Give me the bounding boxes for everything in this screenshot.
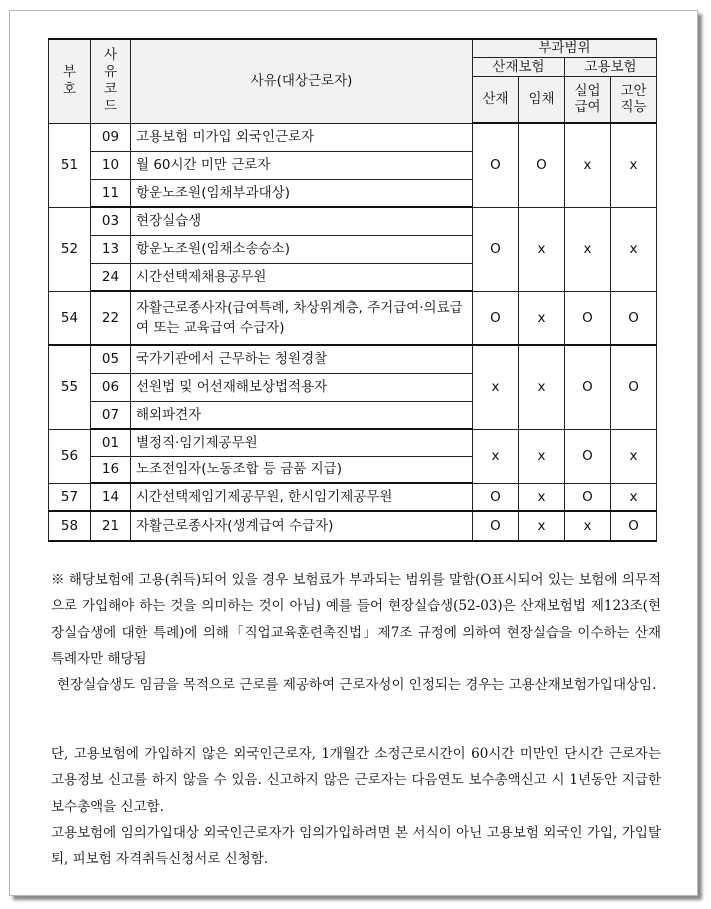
reason-desc: 현장실습생 [131, 207, 473, 235]
table-row [49, 345, 657, 373]
mark-imchae: O [519, 123, 565, 207]
header-code: 사유코드 [91, 39, 131, 123]
mark-sanjae: x [473, 429, 519, 483]
mark-imchae: x [519, 291, 565, 345]
reason-desc: 고용보험 미가입 외국인근로자 [131, 123, 473, 151]
mark-unemployment: O [565, 291, 611, 345]
reason-desc: 시간선택제채용공무원 [131, 263, 473, 291]
header-sanjae: 산재 [473, 76, 519, 123]
group-no: 55 [49, 345, 91, 429]
group-no: 58 [49, 511, 91, 541]
mark-imchae: x [519, 345, 565, 429]
reason-code: 22 [91, 291, 131, 345]
reason-code: 21 [91, 511, 131, 541]
mark-sanjae: x [473, 345, 519, 429]
mark-unemployment: x [565, 511, 611, 541]
reason-desc: 별정직·임기제공무원 [131, 429, 473, 456]
mark-stability: x [611, 429, 657, 483]
reason-code: 11 [91, 179, 131, 207]
group-no: 54 [49, 291, 91, 345]
group-no: 57 [49, 483, 91, 511]
header-imchae: 임채 [519, 76, 565, 123]
mark-stability: x [611, 483, 657, 511]
reason-desc: 항운노조원(임채부과대상) [131, 179, 473, 207]
insurance-scope-table [48, 38, 657, 542]
header-unemployment: 실업 급여 [565, 76, 611, 123]
table-row [49, 429, 657, 456]
mark-imchae: x [519, 511, 565, 541]
reason-code: 01 [91, 429, 131, 456]
mark-sanjae: O [473, 207, 519, 291]
mark-unemployment: O [565, 429, 611, 483]
additional-notes [51, 741, 661, 872]
table-row [49, 291, 657, 345]
mark-sanjae: O [473, 511, 519, 541]
reason-code: 13 [91, 235, 131, 263]
reason-desc: 노조전임자(노동조합 등 금품 지급) [131, 456, 473, 483]
table-body [49, 123, 657, 541]
header-scope: 부과범위 [473, 39, 657, 57]
header-employment-insurance: 고용보험 [565, 57, 657, 76]
header-no: 부호 [49, 39, 91, 123]
reason-desc: 자활근로종사자(생계급여 수급자) [131, 511, 473, 541]
mark-sanjae: O [473, 123, 519, 207]
header-industrial-insurance: 산재보험 [473, 57, 565, 76]
reason-desc: 국가기관에서 근무하는 청원경찰 [131, 345, 473, 373]
reason-code: 03 [91, 207, 131, 235]
reason-code: 14 [91, 483, 131, 511]
group-no: 51 [49, 123, 91, 207]
group-no: 52 [49, 207, 91, 291]
reason-desc: 월 60시간 미만 근로자 [131, 151, 473, 179]
table-row [49, 207, 657, 235]
note-voluntary-enrollment: 고용보험에 임의가입대상 외국인근로자가 임의가입하려면 본 서식이 아닌 고용보험 외국인 가입, 가입탈퇴, 피보험 자격취득신청서로 신청함. [51, 824, 661, 868]
mark-imchae: x [519, 483, 565, 511]
mark-imchae: x [519, 207, 565, 291]
reason-code: 06 [91, 373, 131, 401]
note-exemption: 단, 고용보험에 가입하지 않은 외국인근로자, 1개월간 소정근로시간이 60시간 미만인 단시간 근로자는 고용정보 신고를 하지 않을 수 있음. 신고하지 않은 근로자는 다음연도 보수총액신고 시 1년동안 지급한 보수총액을 신고함. [51, 746, 661, 815]
reason-desc: 시간선택제임기제공무원, 한시임기제공무원 [131, 483, 473, 511]
header-reason: 사유(대상근로자) [131, 39, 473, 123]
mark-sanjae: O [473, 483, 519, 511]
note-intern: 현장실습생도 임금을 목적으로 근로를 제공하여 근로자성이 인정되는 경우는 고용산재보험가입대상임. [57, 677, 657, 694]
header-stability: 고안 직능 [611, 76, 657, 123]
mark-stability: x [611, 123, 657, 207]
reason-desc: 자활근로종사자(급여특례, 차상위계층, 주거급여·의료급여 또는 교육급여 수급자) [131, 291, 473, 345]
reason-code: 05 [91, 345, 131, 373]
note-scope-explanation: ※ 해당보험에 고용(취득)되어 있을 경우 보험료가 부과되는 범위를 말함(O표시되어 있는 보험에 의무적으로 가입해야 하는 것을 의미하는 것이 아님) 예를 들어 현장실습생(52-03)은 산재보험법 제123조(현장실습생에 대한 특례)에 의해「직업교육훈련촉진법」제7조 규정에 의하여 현장실습을 이수하는 산재 특례자만 해당됨 [51, 572, 661, 667]
mark-unemployment: x [565, 123, 611, 207]
mark-imchae: x [519, 429, 565, 483]
reason-code: 10 [91, 151, 131, 179]
scope-notes [51, 567, 661, 698]
reason-desc: 항운노조원(임채소송승소) [131, 235, 473, 263]
reason-desc: 선원법 및 어선재해보상법적용자 [131, 373, 473, 401]
mark-unemployment: x [565, 207, 611, 291]
group-no: 56 [49, 429, 91, 483]
table-row [49, 511, 657, 541]
mark-stability: O [611, 511, 657, 541]
mark-unemployment: O [565, 483, 611, 511]
reason-code: 16 [91, 456, 131, 483]
mark-stability: O [611, 345, 657, 429]
reason-desc: 해외파견자 [131, 401, 473, 429]
reason-code: 07 [91, 401, 131, 429]
mark-stability: O [611, 291, 657, 345]
table-row [49, 483, 657, 511]
mark-sanjae: O [473, 291, 519, 345]
mark-unemployment: O [565, 345, 611, 429]
reason-code: 24 [91, 263, 131, 291]
table-row [49, 123, 657, 151]
reason-code: 09 [91, 123, 131, 151]
mark-stability: x [611, 207, 657, 291]
